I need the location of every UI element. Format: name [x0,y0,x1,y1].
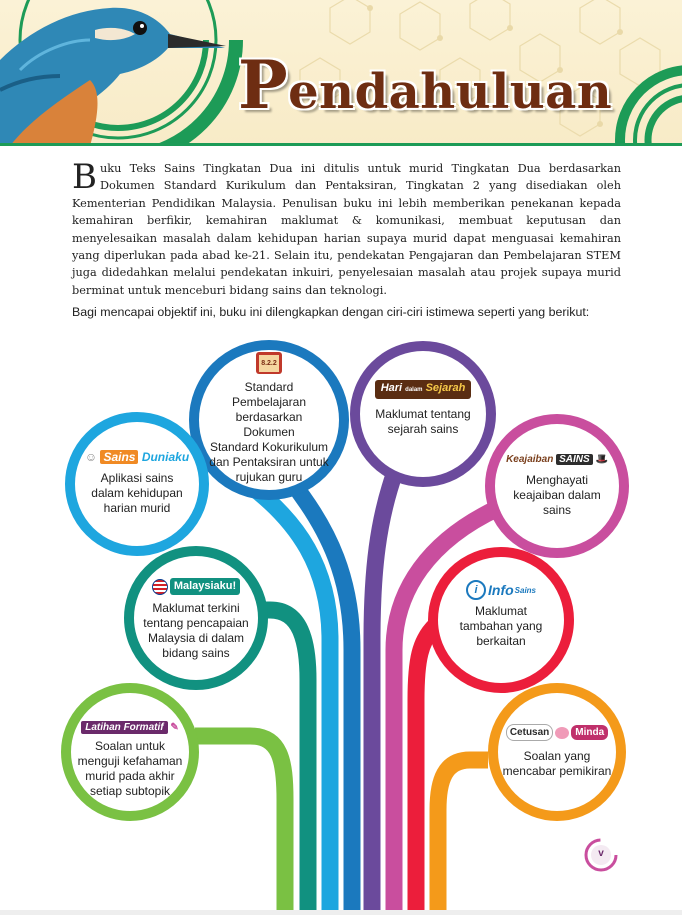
feature-text-line: bidang sains [162,646,230,660]
feature-text-line: berkaitan [476,634,526,648]
magic-hat-icon: 🎩 [595,454,608,465]
feature-text-line: keajaiban dalam [513,488,601,502]
title-initial: P [238,46,289,124]
sains-duniaku-logo: ☺ Sains Duniaku [84,450,190,464]
brain-icon [555,727,569,739]
feature-text-line: sains [542,503,571,517]
feature-text-line: Maklumat tentang [375,407,471,421]
pencil-icon: ✎ [170,722,179,733]
standard-logo [256,352,282,374]
feature-text-line: Aplikasi sains [100,471,174,485]
feature-malaysiaku [136,578,256,661]
title-rest: endahuluan [288,64,613,120]
feature-text-line: Malaysia di dalam [147,631,245,645]
feature-text-line: harian murid [103,501,171,515]
info-icon: i [466,580,486,600]
footer-strip [0,910,682,915]
standard-logo-code: 8.2.2 [259,355,279,372]
feature-info-sains [441,580,561,649]
info-sains-logo: i Info Sains [466,580,536,600]
feature-text-line: Soalan yang [523,749,591,763]
feature-text-line: Maklumat [474,604,527,618]
page-number: v [598,848,604,859]
feature-text-line: rujukan guru [235,470,303,484]
intro-drop-cap: B [72,157,97,197]
feature-hari-sejarah [363,380,483,437]
feature-text-line: dan Pentaksiran untuk [209,455,329,469]
feature-text-line: menguji kefahaman [77,754,183,768]
malaysiaku-logo: Malaysiaku! [152,578,240,595]
latihan-formatif-logo: Latihan Formatif ✎ [81,720,179,735]
feature-standard [209,352,329,485]
feature-sains-duniaku [77,450,197,516]
feature-text-line: Menghayati [525,473,589,487]
person-icon: ☺ [84,450,98,464]
hari-dalam-sejarah-logo: Hari dalam Sejarah [375,380,472,399]
feature-latihan-formatif [70,720,190,799]
feature-text-line: setiap subtopik [89,784,171,798]
feature-text-line: Soalan untuk [94,739,166,753]
feature-text-line: mencabar pemikiran [502,764,612,778]
feature-text-line: tambahan yang [459,619,543,633]
branch-orange [438,760,488,915]
feature-text-line: Standard Kokurikulum [209,440,329,454]
feature-text-line: Standard Pembelajaran [231,380,307,409]
feature-text-line: dalam kehidupan [91,486,183,500]
feature-text-line: sejarah sains [387,422,459,436]
feature-keajaiban-sains [497,452,617,518]
cetusan-minda-logo: Cetusan Minda [506,724,608,741]
feature-text-line: tentang pencapaian [143,616,249,630]
feature-text-line: berdasarkan Dokumen [235,410,303,439]
lead-sentence: Bagi mencapai objektif ini, buku ini dilengkapkan dengan ciri-ciri istimewa seperti yang berikut: [72,305,590,319]
branch-green [195,736,285,915]
feature-cetusan-minda [492,724,622,779]
keajaiban-sains-logo: Keajaiban SAINS 🎩 [506,454,608,465]
feature-text-line: murid pada akhir [85,769,175,783]
intro-text: uku Teks Sains Tingkatan Dua ini ditulis untuk murid Tingkatan Dua berdasarkan Dokumen Standard Kurikulum dan Pentaksiran, Tingkatan 2 yang disediakan oleh Kementerian Pendidikan Malaysia. Penulisan buku ini lebih memberikan penekanan kepada kemahiran berfikir, kemahiran maklumat & komunikasi, membuat keputusan dan menyelesaikan masalah dalam kehidupan harian supaya murid dapat menguasai kemahiran yang diperlukan pada abad ke-21. Selain itu, pendekatan Pengajaran dan Pembelajaran STEM juga didedahkan melalui pendekatan inkuiri, penyelesaian masalah atau projek supaya murid berminat untuk menceburi bidang sains dan teknologi. [72,162,621,297]
feature-text-line: Maklumat terkini [152,601,240,615]
malaysia-flag-icon [152,579,168,595]
